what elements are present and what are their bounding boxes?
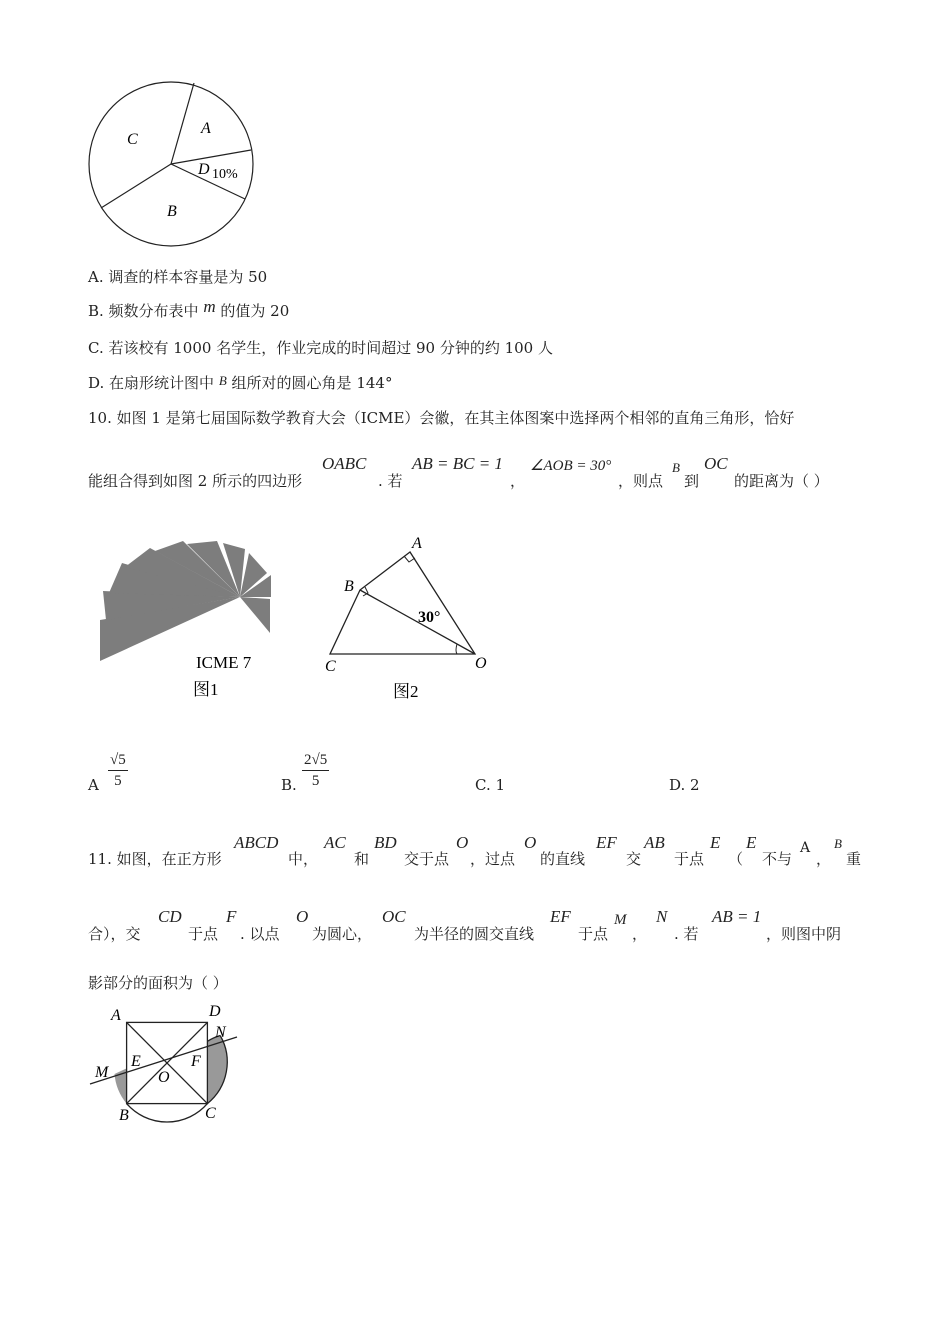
fig11-label-f: F xyxy=(191,1053,201,1070)
square-circle-figure xyxy=(85,1000,245,1130)
fig2-label-b: B xyxy=(344,578,354,595)
fig11-label-m: M xyxy=(95,1064,109,1081)
q10-option-b-fraction xyxy=(302,752,329,790)
q11-l2-n-point: N xyxy=(656,907,668,926)
q11-l2-g: ， xyxy=(632,925,648,943)
icme-emblem-figure xyxy=(95,535,280,705)
q11-l1-b-point: B xyxy=(834,836,842,851)
q11-l1-e-point-2: E xyxy=(746,833,757,852)
pie-label-b: B xyxy=(167,203,177,220)
q11-l2-d: 为圆心， xyxy=(312,925,373,943)
q10-option-a-numerator: √5 xyxy=(108,752,128,771)
q10-l2-e: 到 xyxy=(684,472,700,490)
q10-l2-ab: AB = BC = 1 xyxy=(412,454,503,473)
q10-option-b-numerator: 2√5 xyxy=(302,752,329,771)
fig11-label-c: C xyxy=(205,1105,216,1122)
q9-option-d-post: 组所对的圆心角是 144° xyxy=(231,374,393,392)
q10-l2-b: . 若 xyxy=(378,472,403,490)
q9-option-b-pre: B. 频数分布表中 xyxy=(88,302,199,320)
q11-l1-ac: AC xyxy=(324,833,346,852)
q10-option-b-label: B. xyxy=(281,776,297,794)
fig2-label: 图2 xyxy=(393,682,419,701)
q11-l2-ef: EF xyxy=(550,907,571,926)
q11-l1-ab: AB xyxy=(644,833,665,852)
q11-l1-i: （ xyxy=(728,850,744,868)
q11-l1-e-point: E xyxy=(710,833,721,852)
q11-l2-f-point: F xyxy=(226,907,237,926)
q11-l2-ab1: AB = 1 xyxy=(712,907,762,926)
q11-l1-bd: BD xyxy=(374,833,397,852)
q11-l1-a-point: A xyxy=(800,840,811,856)
q10-option-d: D. 2 xyxy=(669,776,700,794)
pie-label-d: D xyxy=(198,161,210,178)
q9-option-b-var: m xyxy=(203,297,216,316)
q10-l2-oabc: OABC xyxy=(322,454,367,473)
q11-l2-i: ，则图中阴 xyxy=(766,925,842,943)
fig2-label-o: O xyxy=(475,655,487,672)
pie-label-c: C xyxy=(127,131,138,148)
q11-l2-a: 合），交 xyxy=(88,925,141,943)
q11-l2-h: . 若 xyxy=(674,925,699,943)
q11-l2-oc: OC xyxy=(382,907,406,926)
fig11-label-a: A xyxy=(111,1007,121,1024)
q11-l1-j: 不与 xyxy=(762,850,793,868)
q10-l2-f: 的距离为（ ） xyxy=(734,472,829,490)
q10-option-a-fraction xyxy=(108,752,128,790)
q9-option-c: C. 若该校有 1000 名学生，作业完成的时间超过 90 分钟的约 100 人 xyxy=(88,339,553,357)
q10-l2-d: ，则点 xyxy=(618,472,664,490)
q11-line3: 影部分的面积为（ ） xyxy=(88,974,228,992)
q9-option-b-post: 的值为 20 xyxy=(220,302,290,320)
fig2-label-c: C xyxy=(325,658,336,675)
q11-l1-e: ，过点 xyxy=(470,850,516,868)
q11-l2-m-point: M xyxy=(614,912,627,928)
fig2-angle-label: 30° xyxy=(418,609,441,626)
q11-l2-cd: CD xyxy=(158,907,182,926)
q11-l2-b: 于点 xyxy=(188,925,219,943)
q10-l2-angle: ∠AOB = 30° xyxy=(530,458,612,474)
pie-chart-figure xyxy=(85,78,260,250)
q11-l1-l: 重 xyxy=(846,850,862,868)
fig1-label: 图1 xyxy=(193,680,219,699)
fig11-label-n: N xyxy=(215,1024,226,1041)
q10-l2-c: ， xyxy=(510,472,526,490)
fig2-label-a: A xyxy=(412,535,422,552)
q10-line1: 10. 如图 1 是第七届国际数学教育大会（ICME）会徽，在其主体图案中选择两个相邻的直角三角形，恰好 xyxy=(88,409,795,427)
q11-l1-a: 11. 如图，在正方形 xyxy=(88,850,222,868)
icme-caption: ICME 7 xyxy=(196,653,252,672)
q11-l1-d: 交于点 xyxy=(404,850,450,868)
q10-l2-oc: OC xyxy=(704,454,728,473)
q9-option-d-var: B xyxy=(218,373,227,388)
q11-l1-g: 交 xyxy=(626,850,642,868)
q11-l1-b: 中， xyxy=(288,850,319,868)
pie-label-a: A xyxy=(201,120,211,137)
q10-option-b-denominator: 5 xyxy=(311,773,320,789)
q9-option-a: A. 调查的样本容量是为 50 xyxy=(88,268,268,286)
q11-l1-h: 于点 xyxy=(674,850,705,868)
q11-l1-o2: O xyxy=(524,833,537,852)
pie-label-d-percent: 10% xyxy=(212,167,238,182)
quadrilateral-figure xyxy=(320,530,500,705)
q11-l1-k: ， xyxy=(816,850,832,868)
fig11-label-o: O xyxy=(158,1069,170,1086)
q11-l1-ef: EF xyxy=(596,833,617,852)
q11-l2-o: O xyxy=(296,907,309,926)
fig11-label-e: E xyxy=(131,1053,141,1070)
q11-l1-abcd: ABCD xyxy=(234,833,279,852)
q10-l2-b-point: B xyxy=(672,460,680,475)
q11-l2-e: 为半径的圆交直线 xyxy=(414,925,535,943)
fig11-label-d: D xyxy=(209,1003,221,1020)
q10-l2-a: 能组合得到如图 2 所示的四边形 xyxy=(88,472,303,490)
q11-l2-f: 于点 xyxy=(578,925,609,943)
q9-option-d xyxy=(88,372,392,393)
q10-option-a-label: A xyxy=(88,776,99,794)
q11-l2-c: . 以点 xyxy=(240,925,280,943)
q11-l1-f: 的直线 xyxy=(540,850,586,868)
q10-option-a-denominator: 5 xyxy=(114,773,122,789)
q9-option-b xyxy=(88,297,290,321)
q9-option-d-pre: D. 在扇形统计图中 xyxy=(88,374,215,392)
q10-option-c: C. 1 xyxy=(475,776,506,794)
q11-l1-c: 和 xyxy=(354,850,370,868)
fig11-label-b: B xyxy=(119,1107,129,1124)
q11-l1-o: O xyxy=(456,833,469,852)
